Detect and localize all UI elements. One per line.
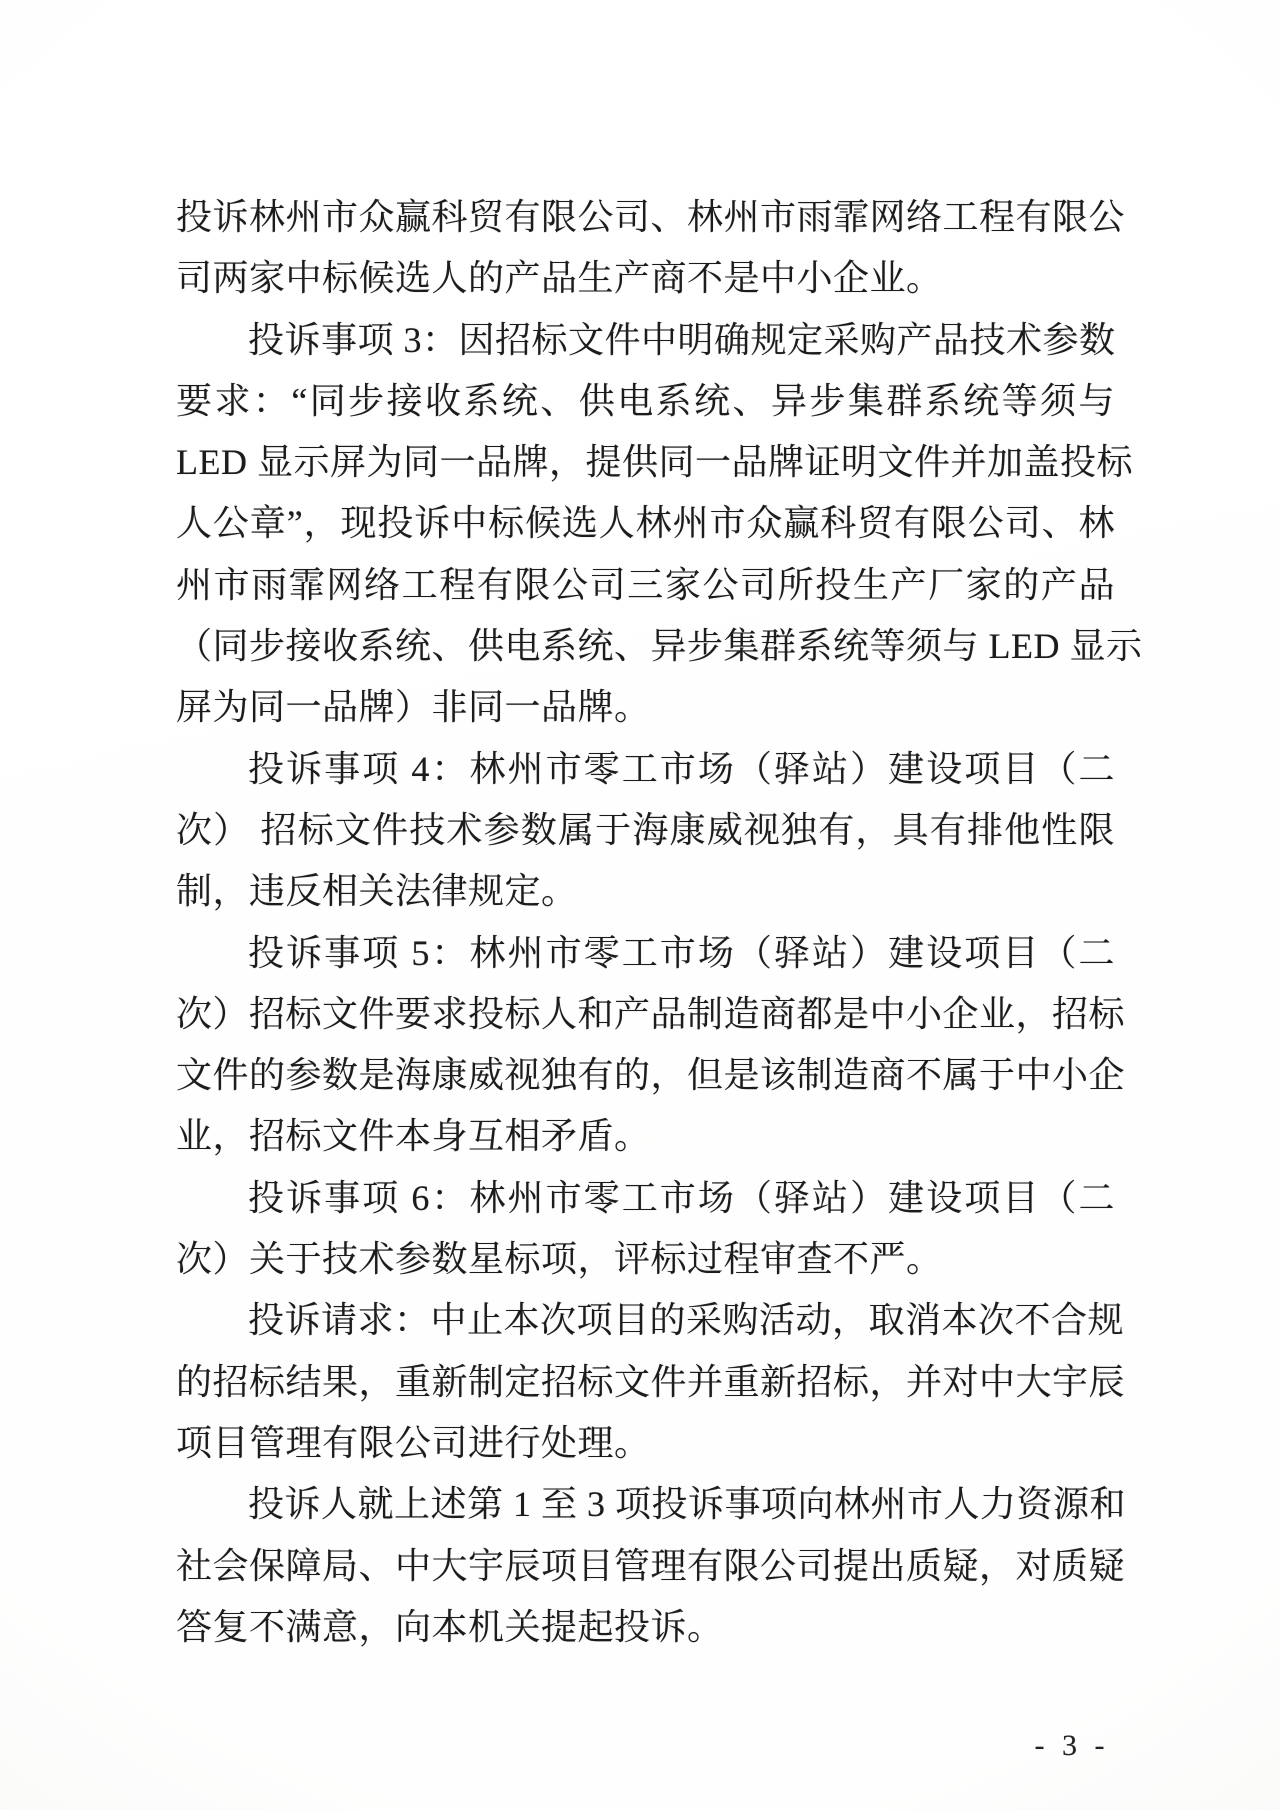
text-line: 投诉事项 6：林州市零工市场（驿站）建设项目（二 (248, 1177, 1115, 1218)
text-line: 州市雨霏网络工程有限公司三家公司所投生产厂家的产品 (176, 564, 1115, 605)
text-line: 人公章”，现投诉中标候选人林州市众赢科贸有限公司、林 (176, 503, 1115, 544)
page-number: - 3 - (1034, 1729, 1110, 1762)
text-line: 要求：“同步接收系统、供电系统、异步集群系统等须与 (176, 380, 1115, 421)
document-body (176, 187, 1143, 1658)
text-line: 次） 招标文件技术参数属于海康威视独有，具有排他性限 (176, 809, 1115, 850)
text-line: 次）关于技术参数星标项，评标过程审查不严。 (176, 1239, 943, 1280)
text-line: 投诉人就上述第 1 至 3 项投诉事项向林州市人力资源和 (248, 1484, 1127, 1525)
text-line: 投诉事项 5：林州市零工市场（驿站）建设项目（二 (248, 932, 1115, 973)
text-line: 司两家中标候选人的产品生产商不是中小企业。 (176, 258, 943, 299)
text-line: 制，违反相关法律规定。 (176, 871, 578, 912)
text-line: 屏为同一品牌）非同一品牌。 (176, 687, 651, 728)
text-line: 投诉林州市众赢科贸有限公司、林州市雨霏网络工程有限公 (176, 197, 1126, 237)
text-line: 答复不满意，向本机关提起投诉。 (176, 1606, 724, 1647)
text-line: 投诉请求：中止本次项目的采购活动，取消本次不合规 (248, 1300, 1125, 1341)
text-line: 的招标结果，重新制定招标文件并重新招标，并对中大宇辰 (176, 1361, 1126, 1402)
text-line: 业，招标文件本身互相矛盾。 (176, 1116, 651, 1157)
text-line: 投诉事项 3：因招标文件中明确规定采购产品技术参数 (248, 319, 1116, 360)
text-line: 次）招标文件要求投标人和产品制造商都是中小企业，招标 (176, 993, 1126, 1034)
text-line: 投诉事项 4：林州市零工市场（驿站）建设项目（二 (248, 748, 1115, 789)
text-line: 文件的参数是海康威视独有的，但是该制造商不属于中小企 (176, 1055, 1126, 1096)
text-line: 项目管理有限公司进行处理。 (176, 1422, 651, 1463)
text-line: 社会保障局、中大宇辰项目管理有限公司提出质疑，对质疑 (176, 1545, 1126, 1586)
text-line: LED 显示屏为同一品牌，提供同一品牌证明文件并加盖投标 (176, 442, 1133, 483)
text-line: （同步接收系统、供电系统、异步集群系统等须与 LED 显示 (176, 626, 1143, 667)
